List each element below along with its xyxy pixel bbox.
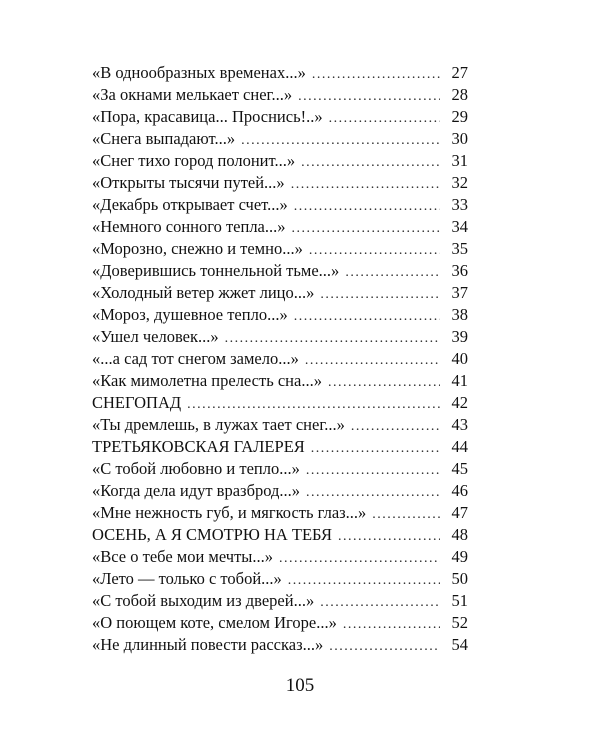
toc-entry-page: 54 (451, 635, 468, 654)
toc-entry (92, 150, 468, 172)
toc-entry-title: «...а сад тот снегом замело...» (92, 349, 299, 368)
toc-entry-title: «Все о тебе мои мечты...» (92, 547, 273, 566)
toc-entry (92, 260, 468, 282)
dot-leader (187, 394, 440, 416)
dot-leader (343, 614, 440, 636)
dot-leader (306, 460, 440, 482)
toc-entry-page: 33 (451, 195, 468, 214)
toc-entry (92, 612, 468, 634)
toc-entry-page: 32 (451, 173, 468, 192)
toc-entry (92, 106, 468, 128)
toc-entry-page: 40 (451, 349, 468, 368)
toc-entry-page: 48 (451, 525, 468, 544)
toc-entry (92, 172, 468, 194)
dot-leader (306, 482, 440, 504)
toc-entry (92, 128, 468, 150)
dot-leader (225, 328, 440, 350)
toc-entry (92, 546, 468, 568)
toc-entry-title: «Немного сонного тепла...» (92, 217, 286, 236)
toc-entry-title: «Как мимолетна прелесть сна...» (92, 371, 322, 390)
toc-entry-title: «Доверившись тоннельной тьме...» (92, 261, 340, 280)
toc-entry-page: 27 (451, 63, 468, 82)
toc-entry-title: «В однообразных временах...» (92, 63, 306, 82)
dot-leader (345, 262, 440, 284)
toc-entry (92, 348, 468, 370)
toc-entry (92, 326, 468, 348)
table-of-contents (92, 62, 468, 656)
toc-entry-page: 52 (451, 613, 468, 632)
toc-entry (92, 480, 468, 502)
toc-entry (92, 524, 468, 546)
dot-leader (320, 592, 440, 614)
toc-entry-title: «Ушел человек...» (92, 327, 219, 346)
dot-leader (329, 108, 440, 130)
toc-entry-page: 29 (451, 107, 468, 126)
dot-leader (294, 306, 440, 328)
toc-entry-page: 36 (451, 261, 468, 280)
toc-entry (92, 392, 468, 414)
dot-leader (309, 240, 440, 262)
page-number: 105 (285, 675, 315, 696)
toc-entry-title: «Декабрь открывает счет...» (92, 195, 288, 214)
toc-entry (92, 84, 468, 106)
toc-entry-page: 46 (451, 481, 468, 500)
toc-entry (92, 634, 468, 656)
dot-leader (311, 438, 440, 460)
dot-leader (305, 350, 440, 372)
toc-entry-title: «Мне нежность губ, и мягкость глаз...» (92, 503, 367, 522)
toc-entry (92, 590, 468, 612)
dot-leader (338, 526, 440, 548)
toc-entry-page: 45 (451, 459, 468, 478)
toc-entry-page: 30 (451, 129, 468, 148)
toc-entry (92, 436, 468, 458)
toc-entry-title: ТРЕТЬЯКОВСКАЯ ГАЛЕРЕЯ (92, 437, 305, 456)
dot-leader (291, 174, 440, 196)
toc-entry-title: «Мороз, душевное тепло...» (92, 305, 288, 324)
toc-entry-title: СНЕГОПАД (92, 393, 182, 412)
toc-entry-title: «Снега выпадают...» (92, 129, 236, 148)
toc-entry-title: «О поющем коте, смелом Игоре...» (92, 613, 337, 632)
dot-leader (241, 130, 440, 152)
dot-leader (328, 372, 440, 394)
toc-entry-page: 41 (451, 371, 468, 390)
toc-entry-page: 49 (451, 547, 468, 566)
dot-leader (329, 636, 440, 658)
toc-entry (92, 414, 468, 436)
toc-entry (92, 370, 468, 392)
toc-entry-page: 35 (451, 239, 468, 258)
toc-entry (92, 282, 468, 304)
toc-entry-title: «Когда дела идут вразброд...» (92, 481, 301, 500)
toc-entry (92, 62, 468, 84)
toc-entry-title: «Ты дремлешь, в лужах тает снег...» (92, 415, 345, 434)
toc-entry-page: 31 (451, 151, 468, 170)
dot-leader (294, 196, 440, 218)
toc-entry (92, 238, 468, 260)
toc-entry (92, 502, 468, 524)
toc-entry-page: 47 (451, 503, 468, 522)
dot-leader (292, 218, 440, 240)
toc-entry-page: 39 (451, 327, 468, 346)
dot-leader (279, 548, 440, 570)
toc-entry (92, 216, 468, 238)
toc-entry-title: «Пора, красавица... Проснись!..» (92, 107, 323, 126)
toc-entry-title: «Лето — только с тобой...» (92, 569, 282, 588)
toc-entry-title: ОСЕНЬ, А Я СМОТРЮ НА ТЕБЯ (92, 525, 332, 544)
toc-entry-title: «Снег тихо город полонит...» (92, 151, 296, 170)
toc-entry-page: 34 (451, 217, 468, 236)
toc-entry (92, 194, 468, 216)
toc-entry-title: «Холодный ветер жжет лицо...» (92, 283, 315, 302)
toc-entry (92, 568, 468, 590)
dot-leader (351, 416, 440, 438)
toc-entry-page: 42 (451, 393, 468, 412)
toc-entry-page: 28 (451, 85, 468, 104)
dot-leader (301, 152, 440, 174)
dot-leader (288, 570, 440, 592)
toc-entry-title: «Открыты тысячи путей...» (92, 173, 285, 192)
toc-entry-page: 50 (451, 569, 468, 588)
toc-entry-page: 44 (451, 437, 468, 456)
toc-entry-title: «Не длинный повести рассказ...» (92, 635, 324, 654)
toc-entry-page: 51 (451, 591, 468, 610)
toc-entry (92, 458, 468, 480)
toc-entry-page: 43 (451, 415, 468, 434)
toc-entry-page: 37 (451, 283, 468, 302)
dot-leader (320, 284, 440, 306)
toc-entry (92, 304, 468, 326)
toc-entry-title: «Морозно, снежно и темно...» (92, 239, 303, 258)
toc-entry-title: «С тобой любовно и тепло...» (92, 459, 300, 478)
toc-entry-page: 38 (451, 305, 468, 324)
toc-entry-title: «За окнами мелькает снег...» (92, 85, 293, 104)
dot-leader (298, 86, 440, 108)
dot-leader (372, 504, 440, 526)
toc-entry-title: «С тобой выходим из дверей...» (92, 591, 315, 610)
dot-leader (312, 64, 440, 86)
